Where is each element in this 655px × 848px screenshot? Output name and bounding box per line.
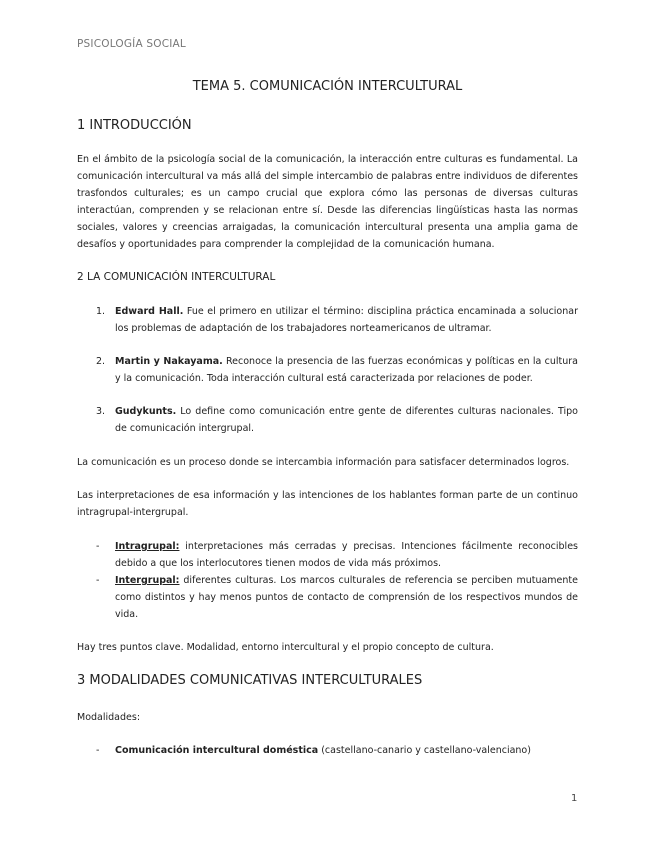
paragraph-communication-process: La comunicación es un proceso donde se intercambia información para satisfacer determinados logros.	[77, 457, 570, 468]
term-definition: interpretaciones más cerradas y precisas. Intenciones fácilmente reconocibles debido a que los interlocutores tienen modos de vida más próximos.	[115, 541, 578, 569]
term-definition: diferentes culturas. Los marcos culturales de referencia se perciben mutuamente como distintos y hay menos puntos de contacto de comprensión de los respectivos mundos de vida.	[115, 575, 578, 620]
author-description: Lo define como comunicación entre gente de diferentes culturas nacionales. Tipo de comunicación intergrupal.	[115, 406, 578, 434]
term-definition: (castellano-canario y castellano-valenciano)	[318, 745, 531, 756]
paragraph-modalidades-intro: Modalidades:	[77, 712, 141, 723]
section-heading-comunicacion: 2 LA COMUNICACIÓN INTERCULTURAL	[77, 271, 276, 283]
term-label: Intergrupal:	[115, 575, 180, 586]
list-number: 1.	[96, 306, 106, 317]
list-dash: -	[96, 541, 100, 552]
list-number: 2.	[96, 356, 106, 367]
section-heading-introduccion: 1 INTRODUCCIÓN	[77, 118, 192, 133]
list-number: 3.	[96, 406, 106, 417]
author-name: Martin y Nakayama.	[115, 356, 223, 367]
author-description: Reconoce la presencia de las fuerzas económicas y políticas en la cultura y la comunicación. Toda interacción cultural está caracterizada por relaciones de poder.	[115, 356, 578, 384]
section-heading-modalidades: 3 MODALIDADES COMUNICATIVAS INTERCULTURALES	[77, 673, 423, 688]
list-dash: -	[96, 745, 100, 756]
page-title: TEMA 5. COMUNICACIÓN INTERCULTURAL	[192, 79, 463, 94]
paragraph-interpretations: Las interpretaciones de esa información y las intenciones de los hablantes forman parte de un continuo intragrupal-intergrupal.	[77, 490, 578, 518]
term-label: Intragrupal:	[115, 541, 180, 552]
running-header: PSICOLOGÍA SOCIAL	[77, 38, 186, 50]
author-name: Gudykunts.	[115, 406, 177, 417]
paragraph-key-points: Hay tres puntos clave. Modalidad, entorno intercultural y el propio concepto de cultura.	[77, 642, 494, 653]
author-name: Edward Hall.	[115, 306, 184, 317]
list-dash: -	[96, 575, 100, 586]
intro-paragraph: En el ámbito de la psicología social de la comunicación, la interacción entre culturas es fundamental. La comunicación intercultural va más allá del simple intercambio de palabras entre individuos de diferentes trasfondos culturales; es un campo crucial que explora cómo las personas de diversas culturas interactúan, comprenden y se relacionan entre sí. Desde las diferencias lingüísticas hasta las normas sociales, valores y creencias arraigadas, la comunicación intercultural presenta una amplia gama de desafíos y oportunidades para comprender la complejidad de la comunicación humana.	[77, 154, 578, 250]
author-description: Fue el primero en utilizar el término: disciplina práctica encaminada a solucionar los problemas de adaptación de los trabajadores norteamericanos de ultramar.	[115, 306, 578, 334]
term-label: Comunicación intercultural doméstica	[115, 745, 319, 756]
page-number: 1	[571, 793, 578, 804]
